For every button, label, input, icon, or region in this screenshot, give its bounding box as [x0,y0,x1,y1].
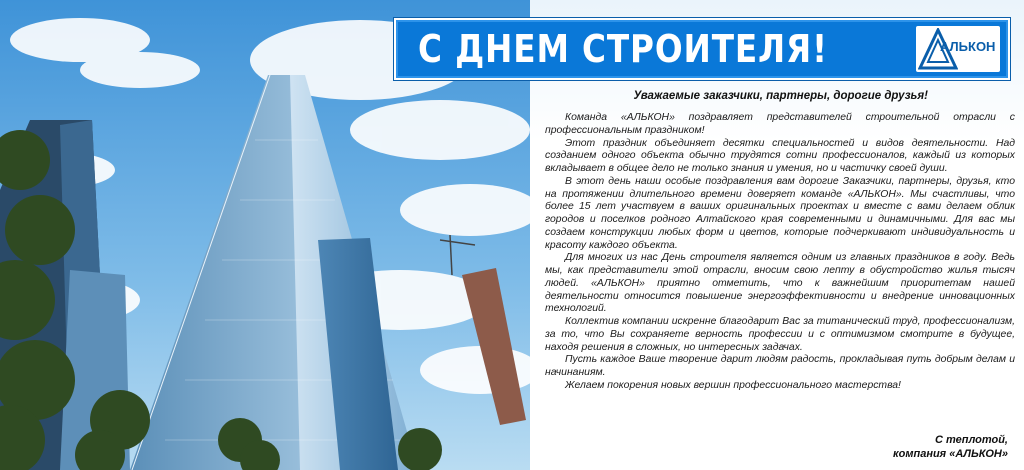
paragraph: Команда «АЛЬКОН» поздравляет представителей строительной отрасли с профессиональным праздником! [545,112,1015,136]
logo-text: АЛЬКОН [940,39,996,54]
paragraph: Коллектив компании искренне благодарит Вас за титанический труд, профессионализм, за то, что Вы сохраняете верность профессии и с оптимизмом смотрите в будущее, находя решения в сложных, но интересных задачах. [545,316,1015,353]
letter-body [545,112,1015,393]
title-banner [394,18,1010,80]
company-logo [916,26,1000,72]
paragraph: Пусть каждое Ваше творение дарит людям радость, прокладывая путь добрым делам и начинаниям. [545,354,1015,378]
signature [893,433,1008,461]
paragraph: Для многих из нас День строителя является одним из главных праздников в году. Ведь мы, как представители этой отрасли, вносим свою лепту в обустройство жилья тысяч людей. «АЛЬКОН» приятно отметить, что к важнейшим приоритетам нашей деятельности относится повышение энергоэффективности и внедрение инновационных технологий. [545,252,1015,315]
greeting-heading: Уважаемые заказчики, партнеры, дорогие друзья! [633,90,928,102]
signature-line-1: С теплотой, [934,434,1008,446]
paragraph: В этот день наши особые поздравления вам дорогие Заказчики, партнеры, друзья, кто на протяжении длительного времени доверяет команде «АЛЬКОН». Мы счастливы, что более 15 лет участвуем в ваших оригинальных проектах и вместе с вами делаем облик городов и поселков родного Алтайского края современными и динамичными. Для вас мы создаем конструкции любых форм и цветов, которые подчеркивают индивидуальность и красоту каждого объекта. [545,175,1015,251]
paragraph: Желаем покорения новых вершин профессионального мастерства! [565,379,901,391]
paragraph: Этот праздник объединяет десятки специальностей и видов деятельности. Над созданием одного объекта обычно трудятся сотни профессионалов, каждый из которых вкладывает в общее дело не только знания и умения, но и частичку своей души. [545,137,1015,174]
banner-title: С ДНЕМ СТРОИТЕЛЯ! [418,27,828,71]
signature-line-2: компания «АЛЬКОН» [893,448,1008,460]
